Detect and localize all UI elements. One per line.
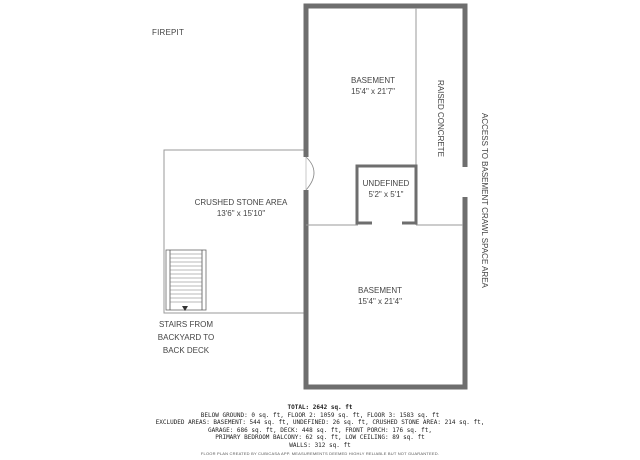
area-totals <box>0 404 640 450</box>
totals-line: GARAGE: 686 sq. ft, DECK: 448 sq. ft, FRONT PORCH: 176 sq. ft, <box>208 426 432 434</box>
firepit-label: FIREPIT <box>152 28 185 37</box>
room-dimensions: 13'6" x 15'10" <box>216 209 266 218</box>
room-dimensions: 5'2" x 5'1" <box>368 190 404 199</box>
stairs-label-line: BACK DECK <box>162 346 210 355</box>
stairs-label-line: BACKYARD TO <box>157 333 215 342</box>
crushed-stone-outline <box>164 150 304 313</box>
room-dimensions: 15'4" x 21'4" <box>358 297 402 306</box>
totals-line: BELOW GROUND: 0 sq. ft, FLOOR 2: 1059 sq. ft, FLOOR 3: 1583 sq. ft <box>200 411 440 419</box>
room-basement-bottom <box>330 285 430 307</box>
stairs <box>166 250 206 311</box>
room-undefined <box>356 178 416 200</box>
totals-line: EXCLUDED AREAS: BASEMENT: 544 sq. ft, UNDEFINED: 26 sq. ft, CRUSHED STONE AREA: 214 sq. ft, <box>155 419 485 427</box>
disclaimer: FLOOR PLAN CREATED BY CUBICASA APP. MEASUREMENTS DEEMED HIGHLY RELIABLE BUT NOT GUARANTEED. <box>200 451 440 456</box>
raised-concrete-label: RAISED CONCRETE <box>436 80 445 157</box>
room-name: CRUSHED STONE AREA <box>194 198 288 207</box>
stairs-label-line: STAIRS FROM <box>158 320 214 329</box>
totals-line: WALLS: 312 sq. ft <box>289 441 351 449</box>
room-dimensions: 15'4" x 21'7" <box>351 87 395 96</box>
crawl-space-access-label: ACCESS TO BASEMENT CRAWL SPACE AREA <box>480 113 489 288</box>
stairs-label <box>140 318 232 357</box>
total-area: TOTAL: 2642 sq. ft <box>287 404 353 411</box>
room-basement-top <box>320 75 426 97</box>
room-name: BASEMENT <box>350 76 395 85</box>
room-name: UNDEFINED <box>362 179 410 188</box>
room-name: BASEMENT <box>357 286 402 295</box>
room-crushed-stone <box>172 197 310 219</box>
totals-line: PRIMARY BEDROOM BALCONY: 62 sq. ft, LOW CEILING: 89 sq. ft <box>215 434 425 442</box>
door-swing <box>306 157 314 190</box>
